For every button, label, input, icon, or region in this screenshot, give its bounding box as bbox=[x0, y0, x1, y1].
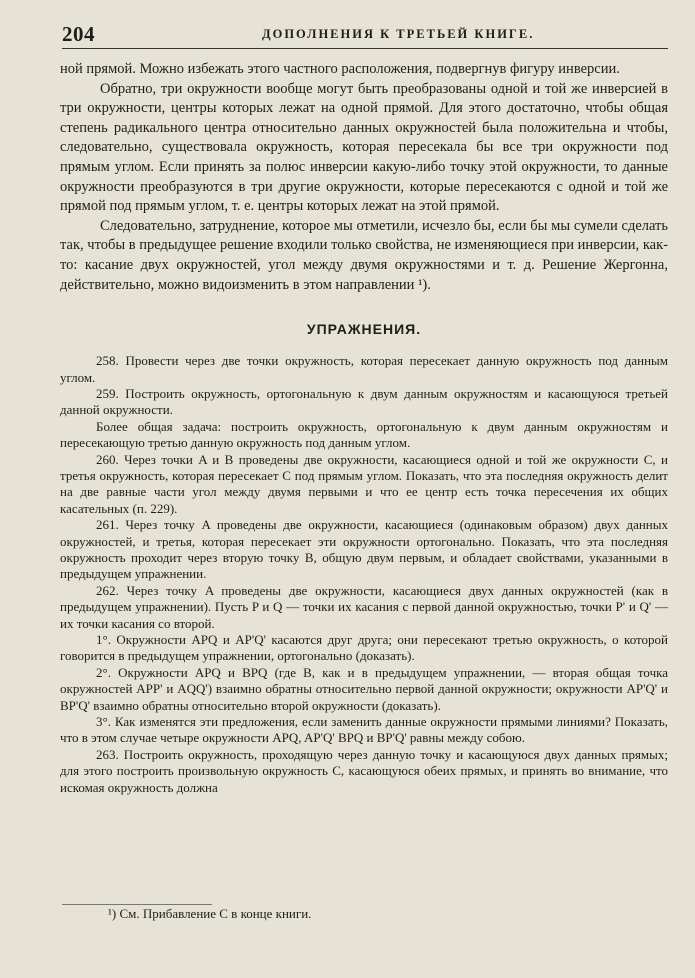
footnote: ¹) См. Прибавление C в конце книги. bbox=[108, 906, 312, 921]
paragraph: ной прямой. Можно избежать этого частного расположения, подвергнув фигуру инверсии. bbox=[60, 61, 620, 77]
exercise: 261. Через точку A проведены две окружности, касающиеся (одинаковым образом) двух данных окружностей, и третья, которая пересекает эти окружности ортогонально. Показать, что эта последняя окружность проходит через вторую точку B, общую двум первым, и обладает свойствами, указанными в предыдущем упражнении. bbox=[60, 517, 668, 582]
running-head: ДОПОЛНЕНИЯ К ТРЕТЬЕЙ КНИГЕ. bbox=[262, 27, 535, 41]
page-number: 204 bbox=[62, 22, 95, 46]
exercise: 262. Через точку A проведены две окружности, касающиеся двух данных окружностей (как в предыдущем упражнении). Пусть P и Q — точки их касания с первой данной окружностью, точки P' и Q' — их точки касания со второй. bbox=[60, 582, 668, 631]
exercise: 1°. Окружности APQ и AP'Q' касаются друг друга; они пересекают третью окружность, о которой говорится в предыдущем упражнении, ортогонально (доказать). bbox=[60, 632, 668, 664]
section-title: УПРАЖНЕНИЯ. bbox=[306, 321, 422, 338]
paragraph: Следовательно, затруднение, которое мы отметили, исчезло бы, если бы мы сумели сделать так, чтобы в предыдущее решение входили только свойства, не изменяющиеся при инверсии, как-то: касание двух окружностей, угол между двумя окружностями и т. д. Решение Жергонна, действительно, можно видоизменить в этом направлении ¹). bbox=[60, 217, 668, 293]
footnote-rule bbox=[62, 904, 212, 905]
exercise: 3°. Как изменятся эти предложения, если заменить данные окружности прямыми линиями? Показать, что в этом случае четыре окружности APQ, AP'Q' BPQ и BP'Q' равны между собою. bbox=[60, 714, 668, 746]
exercise: 2°. Окружности APQ и BPQ (где B, как и в предыдущем упражнении, — вторая общая точка окружностей APP' и AQQ') взаимно обратны относительно первой данной окружности; окружности AP'Q' и BP'Q' взаимно обратны относительно второй окружности (доказать). bbox=[60, 664, 668, 713]
page-header bbox=[62, 22, 668, 46]
exercise: 263. Построить окружность, проходящую через данную точку и касающуюся двух данных прямых; для этого построить произвольную окружность C, касающуюся обеих прямых, и принять во внимание, что искомая окружность должна bbox=[60, 746, 668, 795]
exercise: Более общая задача: построить окружность, ортогональную к двум данным окружностям и пересекающую третью данную окружность под данным углом. bbox=[60, 418, 668, 451]
header-rule bbox=[62, 48, 668, 49]
exercise: 258. Провести через две точки окружность, которая пересекает данную окружность под данным углом. bbox=[60, 353, 668, 385]
exercise: 259. Построить окружность, ортогональную к двум данным окружностям и касающуюся третьей данной окружности. bbox=[60, 385, 668, 418]
exercise: 260. Через точки A и B проведены две окружности, касающиеся одной и той же окружности C, и третья окружность, которая пересекает C под прямым углом. Показать, что эта последняя окружность делит на две равные части угол между двумя первыми и что ее центр есть точка пересечения их общих касательных (п. 229). bbox=[60, 451, 668, 516]
paragraph: Обратно, три окружности вообще могут быть преобразованы одной и той же инверсией в три окружности, центры которых лежат на одной прямой. Для этого достаточно, чтобы общая степень радикального центра относительно данных окружностей была положительна и чтобы, следовательно, существовала окружность, которая пересекала бы все три окружности под прямым углом. Если принять за полюс инверсии какую-либо точку этой окружности, то данные окружности преобразуются в три другие окружности, которые пересекаются с одной и той же прямой под прямым углом, т. е. центры которых лежат на этой прямой. bbox=[60, 80, 668, 215]
page-body bbox=[60, 60, 668, 796]
